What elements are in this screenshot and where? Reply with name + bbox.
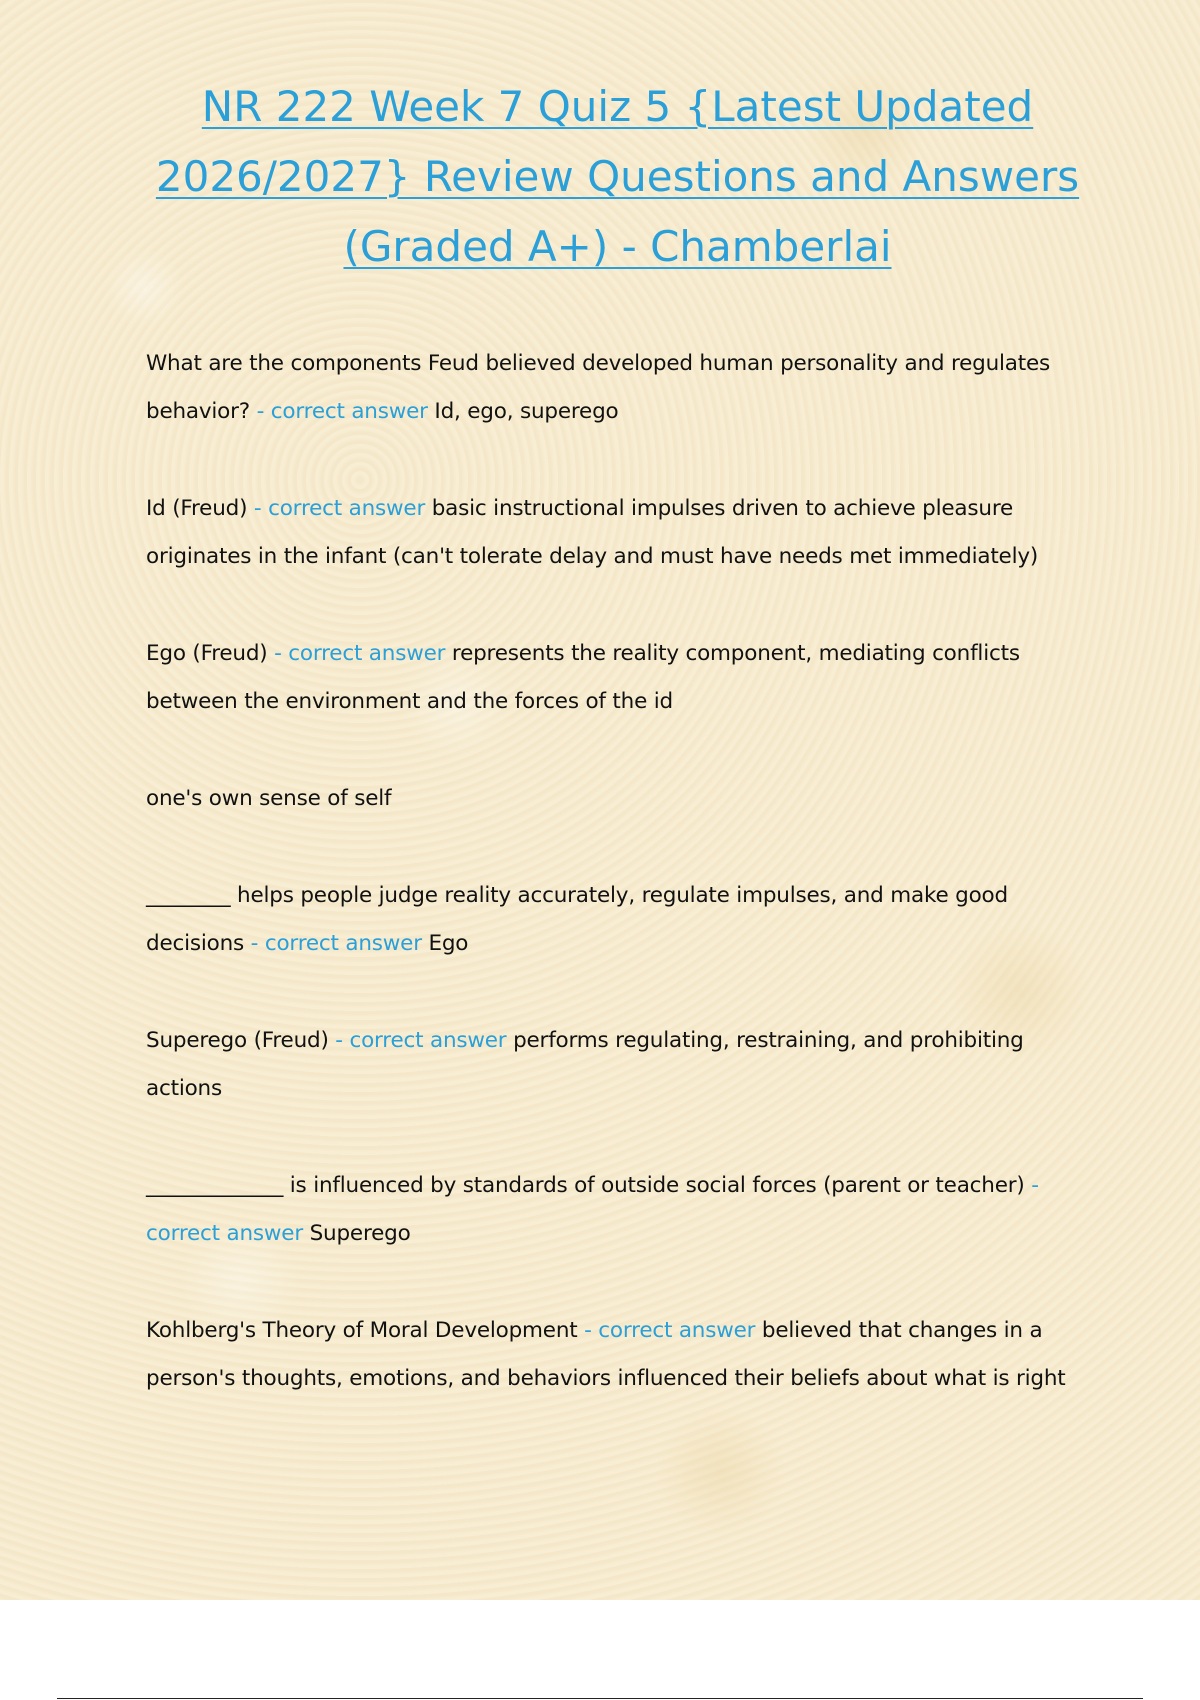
- qa-entry: [146, 340, 1096, 436]
- answer-text: represents the reality component, mediating conflicts between the environment and the forces of the id: [146, 641, 1020, 714]
- question-text: What are the components Feud believed developed human personality and regulates behavior?: [146, 351, 1051, 424]
- qa-entry: [146, 1307, 1096, 1403]
- qa-entry: [146, 1162, 1096, 1258]
- correct-answer-separator: - correct answer: [249, 399, 435, 424]
- footer-divider: [57, 1698, 1143, 1699]
- question-text: ________ helps people judge reality accurately, regulate impulses, and make good decisions: [146, 883, 1008, 956]
- answer-text: Ego: [428, 931, 469, 956]
- entry-text: one's own sense of self: [146, 786, 392, 811]
- correct-answer-separator: - correct answer: [244, 931, 429, 956]
- correct-answer-separator: - correct answer: [247, 496, 432, 521]
- correct-answer-separator: - correct answer: [267, 641, 452, 666]
- qa-entry: [146, 485, 1096, 581]
- qa-entry: [146, 1017, 1096, 1113]
- document-title: NR 222 Week 7 Quiz 5 {Latest Updated 2026/2027} Review Questions and Answers (Graded A+) - Chamberlai: [155, 82, 1080, 271]
- question-text: _____________ is influenced by standards of outside social forces (parent or teacher): [146, 1173, 1025, 1198]
- answer-text: Id, ego, superego: [434, 399, 619, 424]
- correct-answer-separator: - correct answer: [328, 1028, 514, 1053]
- qa-list: [146, 340, 1096, 1452]
- qa-entry: [146, 872, 1096, 968]
- answer-text: believed that changes in a person's thoughts, emotions, and behaviors influenced their beliefs about what is right: [146, 1318, 1066, 1391]
- correct-answer-separator: - correct answer: [146, 1173, 1039, 1246]
- qa-entry: [146, 630, 1096, 726]
- correct-answer-separator: - correct answer: [577, 1318, 762, 1343]
- answer-text: Superego: [309, 1221, 411, 1246]
- question-text: Kohlberg's Theory of Moral Development: [146, 1318, 578, 1343]
- question-text: Ego (Freud): [146, 641, 268, 666]
- plain-text-entry: [146, 775, 1096, 823]
- answer-text: performs regulating, restraining, and prohibiting actions: [146, 1028, 1024, 1101]
- question-text: Id (Freud): [146, 496, 248, 521]
- answer-text: basic instructional impulses driven to achieve pleasure originates in the infant (can't tolerate delay and must have needs met immediately): [146, 496, 1039, 569]
- question-text: Superego (Freud): [146, 1028, 329, 1053]
